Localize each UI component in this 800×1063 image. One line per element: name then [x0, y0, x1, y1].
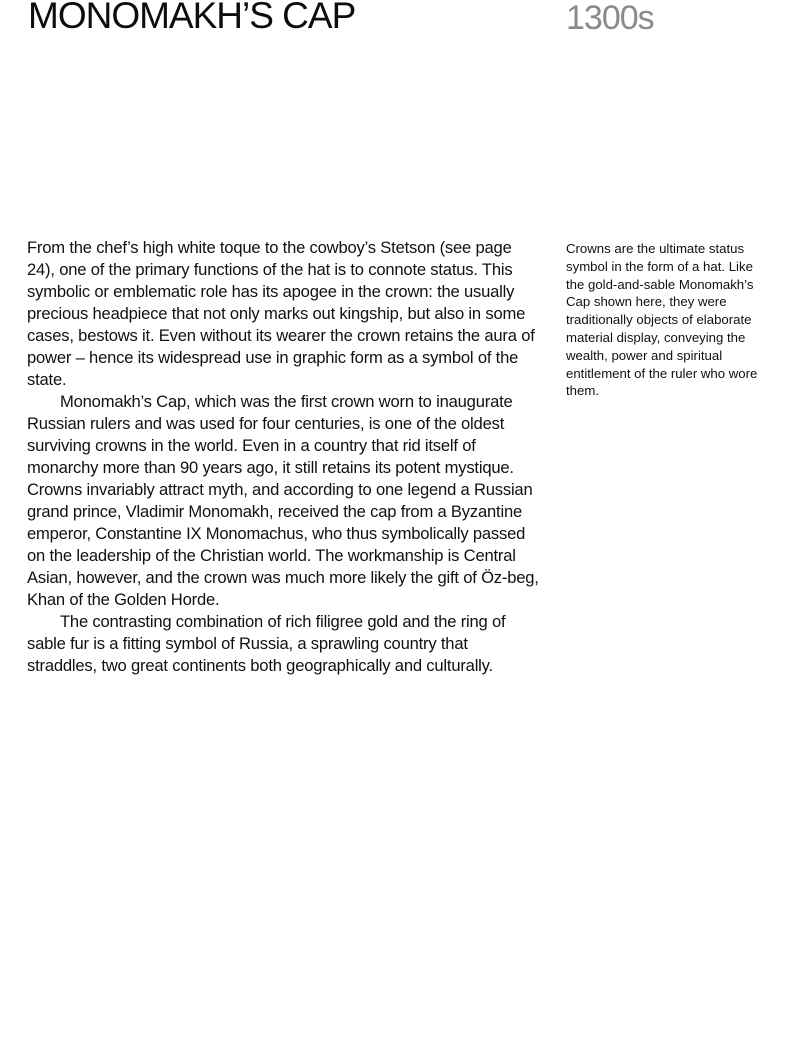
body-paragraph-1: From the chef’s high white toque to the cowboy’s Stetson (see page 24), one of the primary functions of the hat is to connote status. This symbolic or emblematic role has its apogee in the crown: the usually precious headpiece that not only marks out kingship, but also in some cases, bestows it. Even without its wearer the crown retains the aura of power – hence its widespread use in graphic form as a symbol of the state. — [27, 238, 535, 389]
era-label: 1300s — [566, 0, 654, 37]
body-text — [27, 237, 542, 677]
body-paragraph-2: Monomakh’s Cap, which was the first crown worn to inaugurate Russian rulers and was used for four centuries, is one of the oldest surviving crowns in the world. Even in a country that rid itself of monarchy more than 90 years ago, it still retains its potent mystique. Crowns invariably attract myth, and according to one legend a Russian grand prince, Vladimir Monomakh, received the cap from a Byzantine emperor, Constantine IX Monomachus, who thus symbolically passed on the leadership of the Christian world. The workmanship is Central Asian, however, and the crown was much more likely the gift of Öz-beg, Khan of the Golden Horde. — [27, 392, 539, 609]
body-paragraph-3: The contrasting combination of rich filigree gold and the ring of sable fur is a fitting symbol of Russia, a sprawling country that straddles, two great continents both geographically and culturally. — [27, 612, 506, 675]
page-title: MONOMAKH’S CAP — [28, 0, 356, 36]
sidebar-caption: Crowns are the ultimate status symbol in the form of a hat. Like the gold-and-sable Monomakh’s Cap shown here, they were traditionally objects of elaborate material display, conveying the wealth, power and spiritual entitlement of the ruler who wore them. — [566, 241, 758, 399]
